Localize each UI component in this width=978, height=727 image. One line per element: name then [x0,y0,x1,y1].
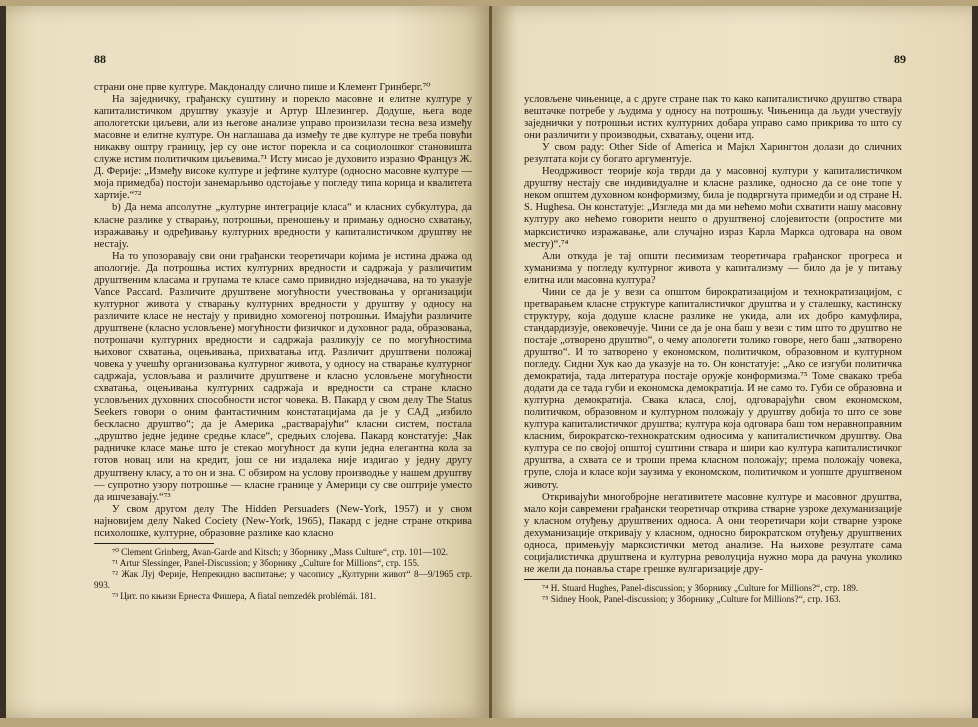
paragraph: страни оне прве културе. Макдоналду слично пише и Клемент Гринберг.⁷⁰ [94,82,431,93]
paragraph: У свом другом делу The Hidden Persuaders (New-York, 1957) и у свом најновијем делу Naked Cociety (New-York, 1965), Пакард с једне стране открива психолошке, културне, образовне разлике као класно [94,503,472,539]
footnote: ⁷⁰ Clement Grinberg, Avan-Garde and Kitsch; у Зборнику „Mass Culture“, стр. 101—102. [112,546,448,557]
paragraph: b) Да нема апсолутне „културне интеграције класа“ и класних субкултура, да класне разлике у стварању, потрошњи, преношењу и примању односно схватању, изражавању и одређивању културних вредности у капиталистичком друштву не нестају. [94,202,472,250]
footnote: ⁷² Жак Луј Ферије, Непрекидно васпитање; у часопису „Културни живот“ 8—9/1965 стр. 993. [94,568,472,590]
footnote: ⁷¹ Artur Slessinger, Panel-Discussion; у Зборнику „Culture for Millions“, стр. 155. [112,557,420,568]
paragraph: Откривајући многобројне негативитете масовне културе и масовног друштва, мало који савремени грађански теоретичар открива стварне узроке дехуманизације у класном отуђењу друштвених односа. А они теоретичари који стварне узроке дехуманизације откривају у класном, односно бирократском отуђењу друштвених односа, примењују марксистички метод анализе. На њихове резултате сама социјалистичка друштвена и културна револуција нужно мора да рачуна уколико не жели да понавља старе грешке вулгаризације дру- [524,491,902,575]
paragraph: На заједничку, грађанску суштину и порекло масовне и елитне културе у капиталистичком друштву указује и Артур Шлезингер. Додуше, њега воде апологетски циљеви, али из његове анализе управо произилази тесна веза између масовне и елитне културе. Он наглашава да између те две културе не треба повући никакву оштру границу, јер су оне истог порекла и са социолошког становишта служе истим политичким циљевима.⁷¹ Исту мисао је духовито изразио Француз Ж. Д. Ферије: „Између високе културе и јефтине културе (односно масовне културе — моја примедба) постоји занемарљиво одстојање у погледу типа корица и квалитета хартије.“⁷² [94,94,472,202]
page-number: 88 [94,52,106,66]
left-page [6,6,490,718]
footnote-rule [94,543,214,544]
paragraph: Чини се да је у вези са општом бирократизацијом и технократизацијом, с претварањем класне структуре капиталистичког друштва и у сталешку, кастинску структуру, која додуше класне разлике не укида, али их добро камуфлира, стандардизује, овековечује. Чини се да је она баш у вези с тим што то друштво не постаје „отворено друштво“, о чему апологети толико говоре, него баш „затворено друштво“. И то затворено у економском, политичком, образовном и културном погледу. Сидни Хук као да указује на то. Он констатује: „Ако се изгуби политичка демократија, тада литература постаје оружје конформизма.⁷⁵ Томе свакако треба додати да се тада губи и економска демократија. И не само то. Губи се образовна и културна демократија. Свака класа, слој, одговарајући свом економском, политичком, образовном и културном положају у друштву добија то што се зове култура капиталистичког друштва; култура која одговара баш том неравноправним класним, бирократско-технократским односима у капиталистичком друштву. Ова култура се по својој општој суштини ствара и шири као култура капиталистичког друштва, а схвата се и троши према класном положају; према положају човека, групе, слоја и класе који заузима у економском, политичком и уопште друштвеном животу. [524,286,902,491]
page-number: 89 [894,52,906,66]
paragraph: условљене чињенице, а с друге стране пак то како капиталистичко друштво ствара вештачке потребе у људима у односу на потрошњу. Чињеница да људи учествују заједнички у потрошњи истих културних добара управо само прикрива то што су они различити у производњи, схватању, оцени итд. [524,94,902,142]
page-body [94,82,472,602]
footnote: ⁷⁵ Sidney Hook, Panel-discussion; у Зборнику „Culture for Millions?“, стр. 163. [542,593,841,604]
paragraph: Неодрживост теорије која тврди да у масовној култури у капиталистичком друштву нестају све индивидуалне и класне разлике, односно да се оне топе у неком општем духовном конформизму, била је подвргнута примедби и од стране H. S. Hughesa. Он констатује: „Изгледа ми да ми нећемо моћи схватити нашу масовну културу ако нећемо говорити нешто о друштвеној слојевитости (опростите ми марксистичко изражавање, али случајно израз Карла Маркса одговара на овом месту)“.⁷⁴ [524,166,902,250]
page-body [524,94,902,605]
paragraph: У свом раду: Other Side of America и Мајкл Харингтон долази до сличних резултата који су богато аргументује. [524,142,902,166]
paragraph: Али откуда је тај општи песимизам теоретичара грађанског прогреса и хуманизма у погледу културног живота у капитализму — било да је у питању елитна или масовна култура? [524,250,902,286]
bottom-edge [0,718,978,727]
footnote: ⁷⁴ H. Stuard Hughes, Panel-discussion; у Зборнику „Culture for Millions?“, стр. 189. [542,582,859,593]
paragraph: На то упозоравају сви они грађански теоретичари којима је истина дража од апологије. Да потрошња истих културних вредности и садржаја у различитим друштвеним класама и групама те класе само привидно изједначава, на то указује Vance Paccard. Различите друштвене могућности учествовања у организацији културног живота у стварању културних вредности у друштву у односу на различите класе не нестају у привидно хомогеној потрошњи. Имајући различите друштвене (класно условљене) могућности физичког и духовног рада, образовања, потрошачи културних вредности и садржаја разликују се по могућностима њиховог схватања, оцењивања, прихватања итд. Различит друштвени положај човека у учешћу организовања културног живота, у односу на стварање културног садржаја, условљава и различите друштвене и класно условљене могућности схватања, оцењивања културних садржаја и вредности са стране класно условљених духовних способности истог човека. В. Пакард у свом делу The Status Seekers говори о оним фантастичним констатацијама да је у САД „избило бескласно друштво“; да је Америка „растварајући“ класни систем, постала „друштво једне једине средње класе“, средњих слојева. Пакард констатује: „Чак радничке класе мање што је стекао могућност да купи једна елегантна кола за готов новац или на кредит, још се ни издалека није издигао у једну другу друштвену класу, а то он и зна. С обзиром на услову производње у нашем друштву — супротно узору потрошње — класне границе у Америци су све оштрије уместо да ишчезавају.“⁷³ [94,250,472,503]
footnote-rule [524,579,644,580]
right-page [492,6,972,718]
footnote: ⁷³ Цит. по књизи Ернеста Фишера, A fiatal nemzedék problémái. 181. [112,590,377,601]
